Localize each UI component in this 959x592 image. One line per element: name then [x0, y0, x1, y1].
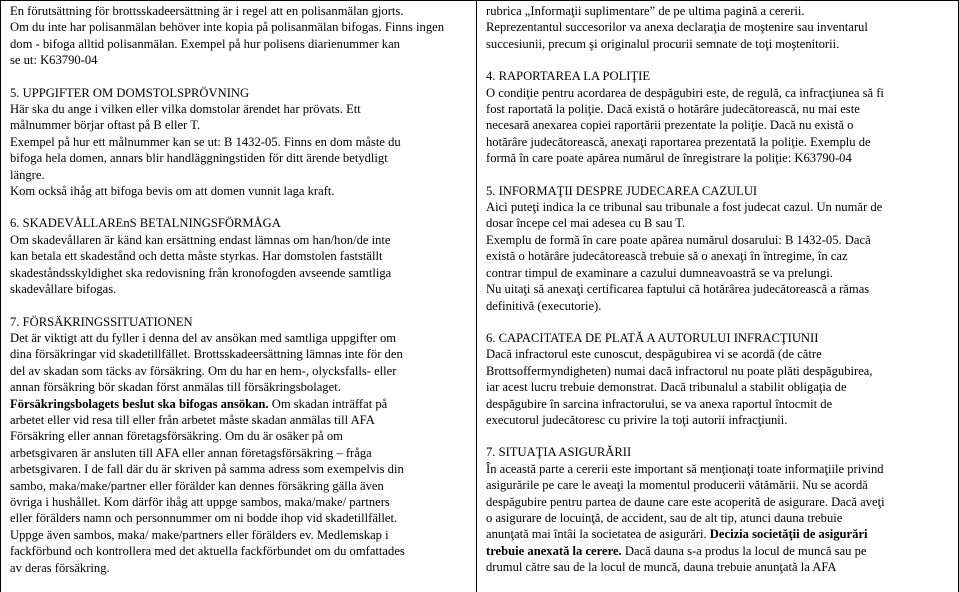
section-7-line: [10, 396, 464, 412]
section-6-line: Om skadevållaren är känd kan ersättning endast lämnas om han/hon/de inte: [10, 232, 391, 247]
section-6-heading: 6. CAPACITATEA DE PLATĂ A AUTORULUI INFRACŢIUNII: [486, 330, 819, 345]
section-7-line: [486, 543, 948, 559]
section-5-line: Exempel på hur ett målnummer kan se ut: B 1432-05. Finns en dom måste du: [10, 134, 401, 149]
section-7-text: Om skadan inträffat på: [268, 396, 388, 411]
section-7-line: În această parte a cererii este important să menţionaţi toate informaţiile privind: [486, 461, 884, 476]
section-5-line: Här ska du ange i vilken eller vilka domstolar ärendet har prövats. Ett: [10, 102, 361, 117]
section-5-line: Aici puteţi indica la ce tribunal sau tribunale a fost judecat cazul. Un număr de: [486, 200, 883, 215]
section-7-line: fackförbund och kontrollera med det aktuella fackförbundet om du omfattades: [10, 544, 405, 559]
section-6-heading: 6. SKADEVÅLLAREnS BETALNINGSFÖRMÅGA: [10, 216, 281, 231]
section-7-line: sambo, maka/make/partner eller förälder kan dennes försäkring gälla även: [10, 478, 384, 493]
section-7-heading: 7. SITUAŢIA ASIGURĂRII: [486, 445, 632, 460]
intro-line: succesiunii, precum şi originalul procurii semnate de toţi moştenitorii.: [486, 36, 840, 51]
section-5-line: Exemplu de formă în care poate apărea numărul dosarului: B 1432-05. Dacă: [486, 232, 871, 247]
section-5-line: contrar timpul de examinare a cazului dumneavoastră se va prelungi.: [486, 265, 833, 280]
section-4-line: O condiţie pentru acordarea de despăgubiri este, de regulă, ca infracţiunea să fi: [486, 85, 884, 100]
section-5-line: dosar începe cel mai adesea cu B sau T.: [486, 216, 686, 231]
section-5-line: există o hotărâre judecătorească trebuie să o anexaţi în întregime, în caz: [486, 249, 848, 264]
section-7-text: anunţată mai întâi la societatea de asigurări.: [486, 527, 707, 542]
section-4-line: necesară anexarea copiei raportării prezentate la poliţie. Dacă nu există o: [486, 118, 854, 133]
section-7-line: övriga i hushållet. Kom därför ihåg att uppge sambos, maka/make/ partners: [10, 494, 390, 509]
section-7-line: av deras försäkring.: [10, 560, 110, 575]
section-5-line: Kom också ihåg att bifoga bevis om att domen vunnit laga kraft.: [10, 184, 335, 199]
section-7-heading: 7. FÖRSÄKRINGSSITUATIONEN: [10, 314, 193, 329]
section-7-line: o asigurare de locuinţă, de accident, sau de alt tip, atunci dauna trebuie: [486, 510, 843, 525]
table-border-top: [0, 0, 959, 1]
section-6-line: executorul judecătoresc cu privire la toţi autorii infracţiunii.: [486, 412, 788, 427]
section-6-line: despăgubire în sarcina infractorului, se va anexa raportul întocmit de: [486, 396, 833, 411]
section-5-heading: 5. INFORMAŢII DESPRE JUDECAREA CAZULUI: [486, 183, 758, 198]
section-6-line: skadevållare bifogas.: [10, 282, 117, 297]
section-7-line: dina försäkringar vid skadetillfället. Brottsskadeersättning lämnas inte för den: [10, 347, 403, 362]
section-5-heading: 5. UPPGIFTER OM DOMSTOLSPRÖVNING: [10, 85, 250, 100]
section-6-line: skadeståndsskyldighet ska redovisning från kronofogden avseende samtliga: [10, 265, 392, 280]
section-5-line: definitivă (executorie).: [486, 298, 602, 313]
section-7-line: [486, 526, 948, 542]
section-5-line: målnummer börjar oftast på B eller T.: [10, 118, 201, 133]
romanian-column: [486, 3, 948, 576]
section-7-line: arbetsgivaren är ansluten till AFA eller annan företagsförsäkring – fråga: [10, 445, 372, 460]
section-7-line: drumul către sau de la locul de muncă, dauna trebuie anunţată la AFA: [486, 560, 837, 575]
intro-line: Om du inte har polisanmälan behöver inte kopia på polisanmälan bifogas. Finns ingen: [10, 20, 445, 35]
intro-line: En förutsättning för brottsskadeersättning är i regel att en polisanmälan gjorts.: [10, 4, 404, 18]
section-7-bold-note: Försäkringsbolagets beslut ska bifogas ansökan.: [10, 396, 269, 411]
section-4-heading: 4. RAPORTAREA LA POLIŢIE: [486, 69, 651, 84]
intro-line: Reprezentantul succesorilor va anexa declaraţia de moştenire sau inventarul: [486, 20, 868, 35]
section-4-line: hotărâre judecătorească, anexaţi raportarea prezentată la poliţie. Exemplu de: [486, 134, 871, 149]
section-7-bold-note: Decizia societăţii de asigurări: [706, 527, 868, 542]
section-6-line: Dacă infractorul este cunoscut, despăgubirea vi se acordă (de către: [486, 347, 822, 362]
section-7-line: eller förälders namn och personnummer om ni bodde ihop vid skadetillfället.: [10, 511, 398, 526]
section-5-line: bifoga hela domen, annars blir handläggningstiden för ditt ärende betydligt: [10, 151, 388, 166]
section-7-line: arbetet eller vid resa till eller från arbetet måste skadan anmälas till AFA: [10, 412, 375, 427]
section-7-line: Försäkring eller annan företagsförsäkring. Om du är osäker på om: [10, 429, 343, 444]
intro-line: se ut: K63790-04: [10, 53, 98, 68]
section-7-bold-note-end: trebuie anexată la cerere.: [486, 543, 622, 558]
section-7-line: annan försäkring bör skadan först anmälas till försäkringsbolaget.: [10, 380, 341, 395]
section-7-text: Dacă dauna s-a produs la locul de muncă sau pe: [621, 543, 867, 558]
section-4-line: formă în care poate apărea numărul de înregistrare la poliţie: K63790-04: [486, 151, 852, 166]
section-7-line: Uppge även sambos, maka/ make/partners eller förälders ev. Medlemskap i: [10, 527, 389, 542]
section-5-line: Nu uitaţi să anexaţi certificarea faptului că hotărârea judecătorească a rămas: [486, 282, 870, 297]
section-5-line: längre.: [10, 167, 45, 182]
intro-line: rubrica „Informaţii suplimentare” de pe ultima pagină a cererii.: [486, 4, 805, 18]
section-6-line: Brottsoffermyndigheten) numai dacă infractorul nu poate plăti despăgubirea,: [486, 363, 873, 378]
table-border-left: [0, 0, 1, 592]
section-6-line: kan betala ett skadestånd och detta måste styrkas. Har domstolen fastställt: [10, 249, 383, 264]
column-divider: [476, 0, 477, 592]
section-6-line: iar acest lucru trebuie demonstrat. Dacă tribunalul a stabilit obligaţia de: [486, 380, 847, 395]
swedish-column: [10, 3, 464, 576]
section-7-line: arbetsgivaren. I de fall där du är skriven på samma adress som exempelvis din: [10, 462, 404, 477]
section-7-line: despăgubire pentru partea de daune care este acoperită de asigurare. Dacă aveţi: [486, 494, 885, 509]
intro-line: dom - bifoga alltid polisanmälan. Exempel på hur polisens diarienummer kan: [10, 36, 400, 51]
section-7-line: Det är viktigt att du fyller i denna del av ansökan med samtliga uppgifter om: [10, 330, 397, 345]
section-4-line: fost raportată la poliţie. Dacă există o hotărâre judecătorească, nu mai este: [486, 102, 860, 117]
section-7-line: asigurările pe care le aveaţi la momentul producerii vătămării. Nu se acordă: [486, 478, 868, 493]
section-7-line: del av skadan som täcks av försäkring. Om du har en hem-, olycksfalls- eller: [10, 363, 397, 378]
